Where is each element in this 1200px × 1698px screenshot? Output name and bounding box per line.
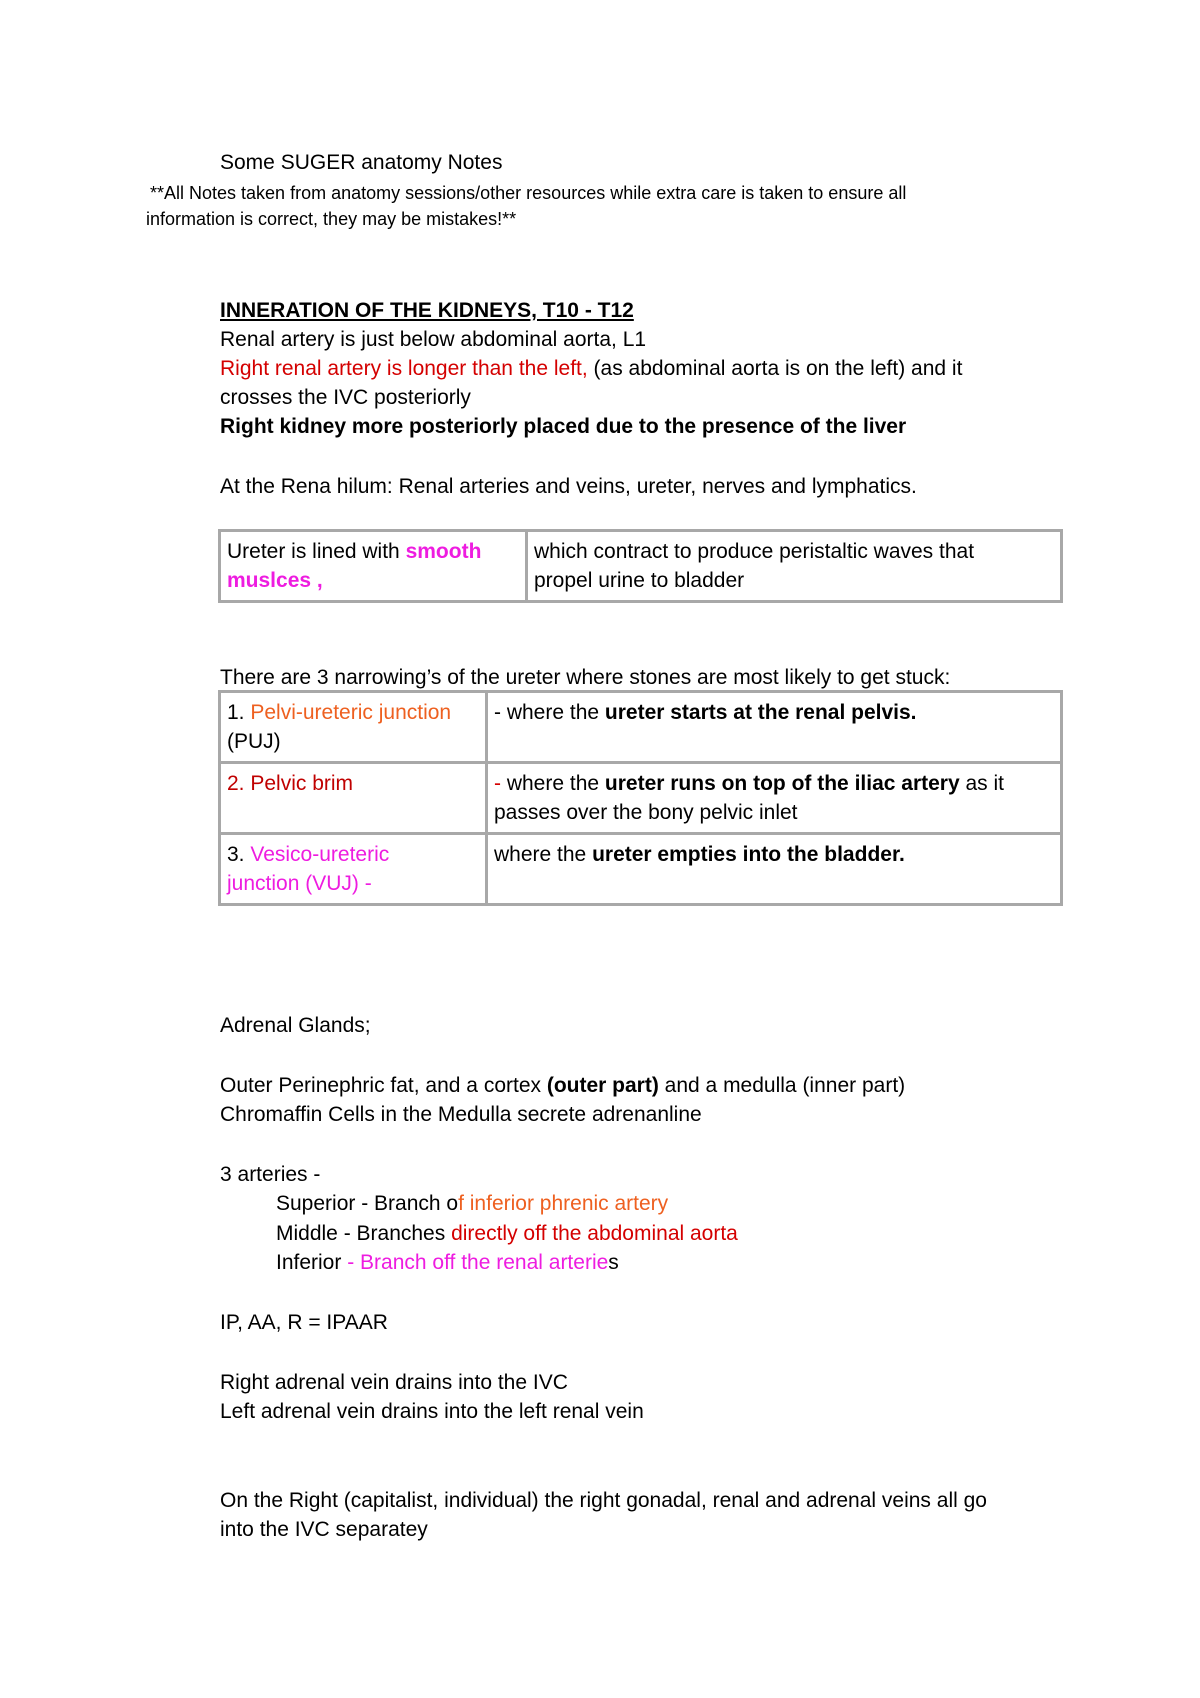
right-renal-artery-line — [220, 354, 962, 383]
narrowing-name: Pelvi-ureteric junction — [250, 701, 452, 724]
peristalsis-line-1: which contract to produce peristaltic waves that — [534, 540, 975, 563]
crosses-ivc-line: crosses the IVC posteriorly — [220, 386, 471, 409]
right-renal-artery-highlight: Right renal artery is longer than the left, — [220, 357, 588, 380]
narrowing-desc-cell — [487, 763, 1062, 834]
narrowing-abbrev: junction (VUJ) - — [227, 872, 372, 895]
disclaimer-line-2: information is correct, they may be mistakes!** — [146, 209, 517, 229]
adrenal-structure-bold: (outer part) — [546, 1074, 659, 1097]
inferior-artery-a: Inferior — [276, 1251, 348, 1274]
peristalsis-cell — [527, 531, 1062, 602]
right-side-veins-line-2: into the IVC separatey — [220, 1518, 428, 1541]
superior-artery-b: f inferior phrenic artery — [458, 1192, 669, 1215]
table-row — [220, 692, 1062, 763]
adrenal-structure-c: and a medulla (inner part) — [658, 1074, 906, 1097]
arteries-heading: 3 arteries - — [220, 1163, 321, 1186]
narrowings-table — [218, 690, 1063, 906]
adrenal-structure-line — [220, 1071, 905, 1100]
narrowing-desc-bold: ureter empties into the bladder. — [592, 843, 905, 866]
page-title: Some SUGER anatomy Notes — [220, 151, 503, 174]
narrowing-number: 3. — [227, 843, 251, 866]
narrowing-desc-cell — [487, 834, 1062, 905]
narrowing-desc-bold: ureter runs on top of the iliac artery — [604, 772, 960, 795]
narrowing-desc-line-2: passes over the bony pelvic inlet — [494, 801, 798, 824]
narrowing-number: 1. — [227, 701, 251, 724]
mnemonic-line: IP, AA, R = IPAAR — [220, 1311, 388, 1334]
table-row — [220, 834, 1062, 905]
ureter-lining-prefix: Ureter is lined with — [227, 540, 406, 563]
adrenal-structure-a: Outer Perinephric fat, and a cortex — [220, 1074, 547, 1097]
inferior-artery-b: - Branch off the renal arterie — [347, 1251, 609, 1274]
narrowing-desc-prefix: where the — [494, 843, 593, 866]
table-row — [220, 763, 1062, 834]
ureter-lining-table — [218, 529, 1063, 603]
narrowing-name-cell — [220, 763, 487, 834]
narrowing-abbrev: (PUJ) — [227, 730, 281, 753]
narrowing-name: Pelvic brim — [250, 772, 354, 795]
narrowing-name: Vesico-ureteric — [250, 843, 390, 866]
chromaffin-line: Chromaffin Cells in the Medulla secrete adrenanline — [220, 1103, 702, 1126]
narrowing-desc-dash: - — [494, 772, 501, 795]
superior-artery-line — [276, 1189, 668, 1218]
right-side-veins-line-1: On the Right (capitalist, individual) the right gonadal, renal and adrenal veins all go — [220, 1489, 987, 1512]
narrowing-desc-prefix: where the — [501, 772, 605, 795]
narrowings-intro: There are 3 narrowing’s of the ureter where stones are most likely to get stuck: — [220, 666, 951, 689]
right-renal-artery-rest: (as abdominal aorta is on the left) and it — [587, 357, 963, 380]
right-kidney-line: Right kidney more posteriorly placed due to the presence of the liver — [220, 415, 907, 438]
table-row — [220, 531, 1062, 602]
narrowing-name-cell — [220, 692, 487, 763]
middle-artery-a: Middle - Branches — [276, 1222, 452, 1245]
inferior-artery-c: s — [608, 1251, 619, 1274]
narrowing-desc-bold: ureter starts at the renal pelvis. — [604, 701, 917, 724]
kidneys-heading: INNERATION OF THE KIDNEYS, T10 - T12 — [220, 299, 634, 322]
middle-artery-b: directly off the abdominal aorta — [451, 1222, 738, 1245]
narrowing-number: 2. — [227, 772, 251, 795]
left-vein-line: Left adrenal vein drains into the left renal vein — [220, 1400, 644, 1423]
peristalsis-line-2: propel urine to bladder — [534, 569, 745, 592]
renal-artery-line: Renal artery is just below abdominal aorta, L1 — [220, 328, 647, 351]
narrowing-desc-cell — [487, 692, 1062, 763]
adrenal-heading: Adrenal Glands; — [220, 1014, 371, 1037]
hilum-line: At the Rena hilum: Renal arteries and veins, ureter, nerves and lymphatics. — [220, 475, 917, 498]
muscles-highlight: muslces , — [227, 569, 323, 592]
ureter-lining-cell — [220, 531, 527, 602]
narrowing-desc-suffix: as it — [959, 772, 1004, 795]
disclaimer-line-1: **All Notes taken from anatomy sessions/other resources while extra care is taken to ensure all — [150, 183, 907, 203]
middle-artery-line — [276, 1219, 738, 1248]
smooth-highlight: smooth — [405, 540, 482, 563]
narrowing-desc-prefix: - where the — [494, 701, 605, 724]
right-vein-line: Right adrenal vein drains into the IVC — [220, 1371, 568, 1394]
inferior-artery-line — [276, 1248, 619, 1277]
narrowing-name-cell — [220, 834, 487, 905]
superior-artery-a: Superior - Branch o — [276, 1192, 459, 1215]
